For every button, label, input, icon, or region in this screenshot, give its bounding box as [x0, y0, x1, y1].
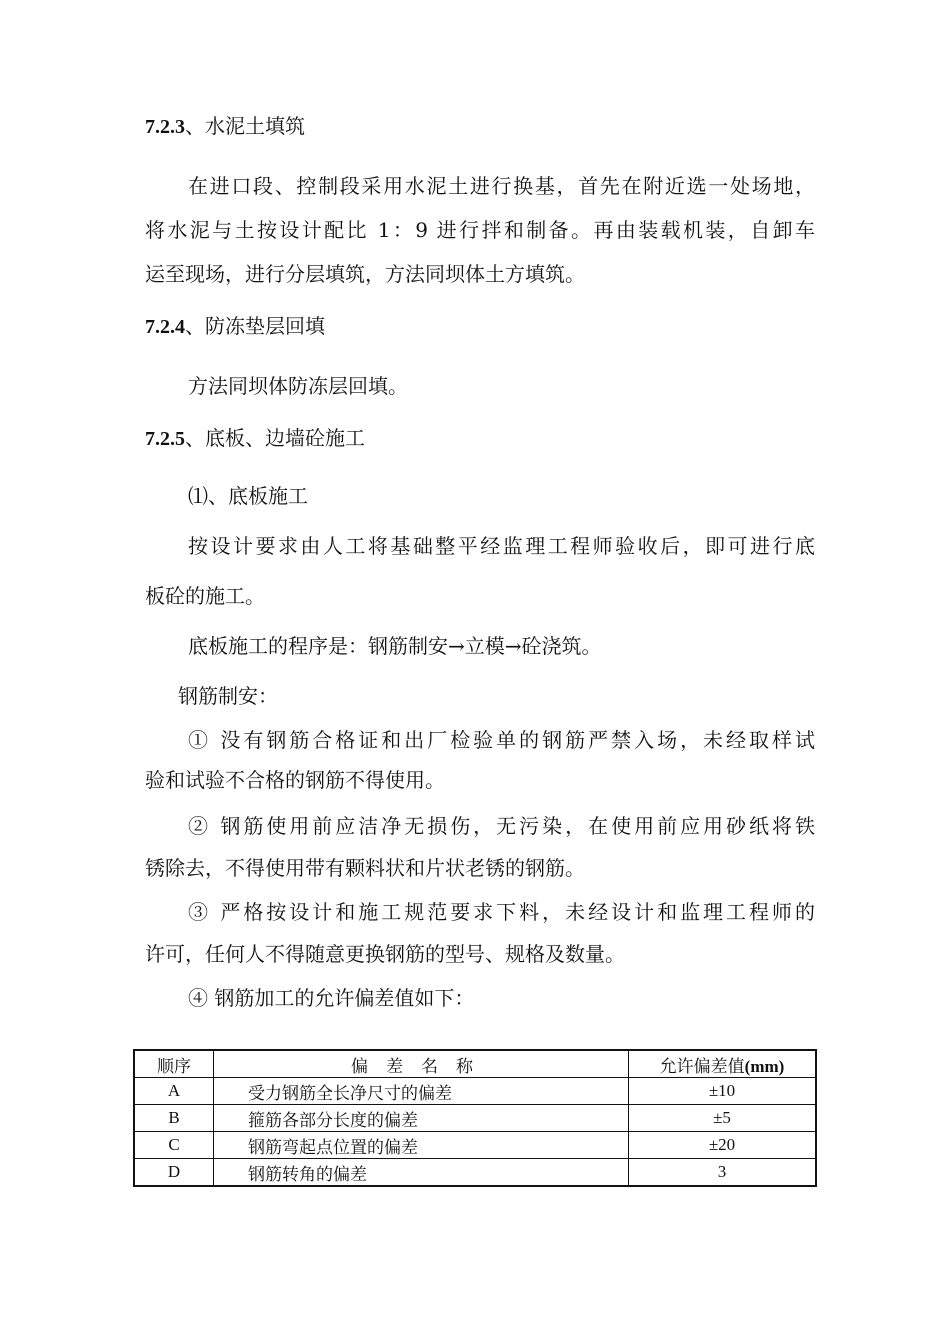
section-heading-7-2-3	[145, 112, 305, 141]
paragraph-line: 板砼的施工。	[145, 584, 265, 608]
list-item-line: 锈除去，不得使用带有颗料状和片状老锈的钢筋。	[145, 856, 585, 880]
tolerance-table	[133, 1049, 817, 1187]
cell-name: 钢筋转角的偏差	[214, 1159, 629, 1187]
header-name: 偏差名称	[214, 1050, 629, 1078]
list-item-line: 验和试验不合格的钢筋不得使用。	[145, 768, 445, 792]
table-row	[134, 1159, 816, 1187]
cell-name: 受力钢筋全长净尺寸的偏差	[214, 1078, 629, 1105]
section-separator: 、	[185, 426, 205, 450]
paragraph-line: 在进口段、控制段采用水泥土进行换基，首先在附近选一处场地，	[188, 174, 815, 198]
section-title: 底板、边墙砼施工	[205, 426, 365, 450]
section-title: 防冻垫层回填	[205, 314, 325, 338]
paragraph-line: 将水泥与土按设计配比 1：9 进行拌和制备。再由装载机装，自卸车	[145, 218, 815, 242]
section-title: 水泥土填筑	[205, 114, 305, 138]
paragraph-line: 钢筋制安：	[178, 684, 278, 708]
paragraph-line: 运至现场，进行分层填筑，方法同坝体土方填筑。	[145, 262, 585, 286]
cell-name: 钢筋弯起点位置的偏差	[214, 1132, 629, 1159]
list-item-line: 许可，任何人不得随意更换钢筋的型号、规格及数量。	[145, 942, 625, 966]
paragraph-line: 方法同坝体防冻层回填。	[188, 374, 408, 398]
list-item-line: ② 钢筋使用前应洁净无损伤，无污染，在使用前应用砂纸将铁	[188, 814, 815, 838]
list-item-line: ① 没有钢筋合格证和出厂检验单的钢筋严禁入场，未经取样试	[188, 728, 815, 752]
section-heading-7-2-4	[145, 312, 325, 341]
paragraph-line: 按设计要求由人工将基础整平经监理工程师验收后，即可进行底	[188, 534, 815, 558]
section-heading-7-2-5	[145, 424, 365, 453]
list-item-line: ③ 严格按设计和施工规范要求下料，未经设计和监理工程师的	[188, 900, 815, 924]
subsection-heading: ⑴、底板施工	[188, 484, 308, 508]
cell-order: A	[134, 1078, 214, 1105]
cell-value: ±5	[629, 1105, 817, 1132]
header-value	[629, 1050, 817, 1078]
list-item-line: ④ 钢筋加工的允许偏差值如下：	[188, 986, 475, 1010]
header-order: 顺序	[134, 1050, 214, 1078]
cell-value: 3	[629, 1159, 817, 1187]
header-value-label: 允许偏差值	[659, 1056, 745, 1076]
cell-value: ±10	[629, 1078, 817, 1105]
table-row	[134, 1132, 816, 1159]
table-row	[134, 1078, 816, 1105]
section-number: 7.2.4	[145, 316, 185, 338]
table-header-row	[134, 1050, 816, 1078]
cell-order: B	[134, 1105, 214, 1132]
cell-value: ±20	[629, 1132, 817, 1159]
section-separator: 、	[185, 314, 205, 338]
cell-name: 箍筋各部分长度的偏差	[214, 1105, 629, 1132]
header-value-unit: (mm)	[744, 1056, 785, 1076]
cell-order: D	[134, 1159, 214, 1187]
section-number: 7.2.5	[145, 428, 185, 450]
section-separator: 、	[185, 114, 205, 138]
section-number: 7.2.3	[145, 116, 185, 138]
table-row	[134, 1105, 816, 1132]
cell-order: C	[134, 1132, 214, 1159]
paragraph-line: 底板施工的程序是：钢筋制安→立模→砼浇筑。	[188, 634, 602, 658]
